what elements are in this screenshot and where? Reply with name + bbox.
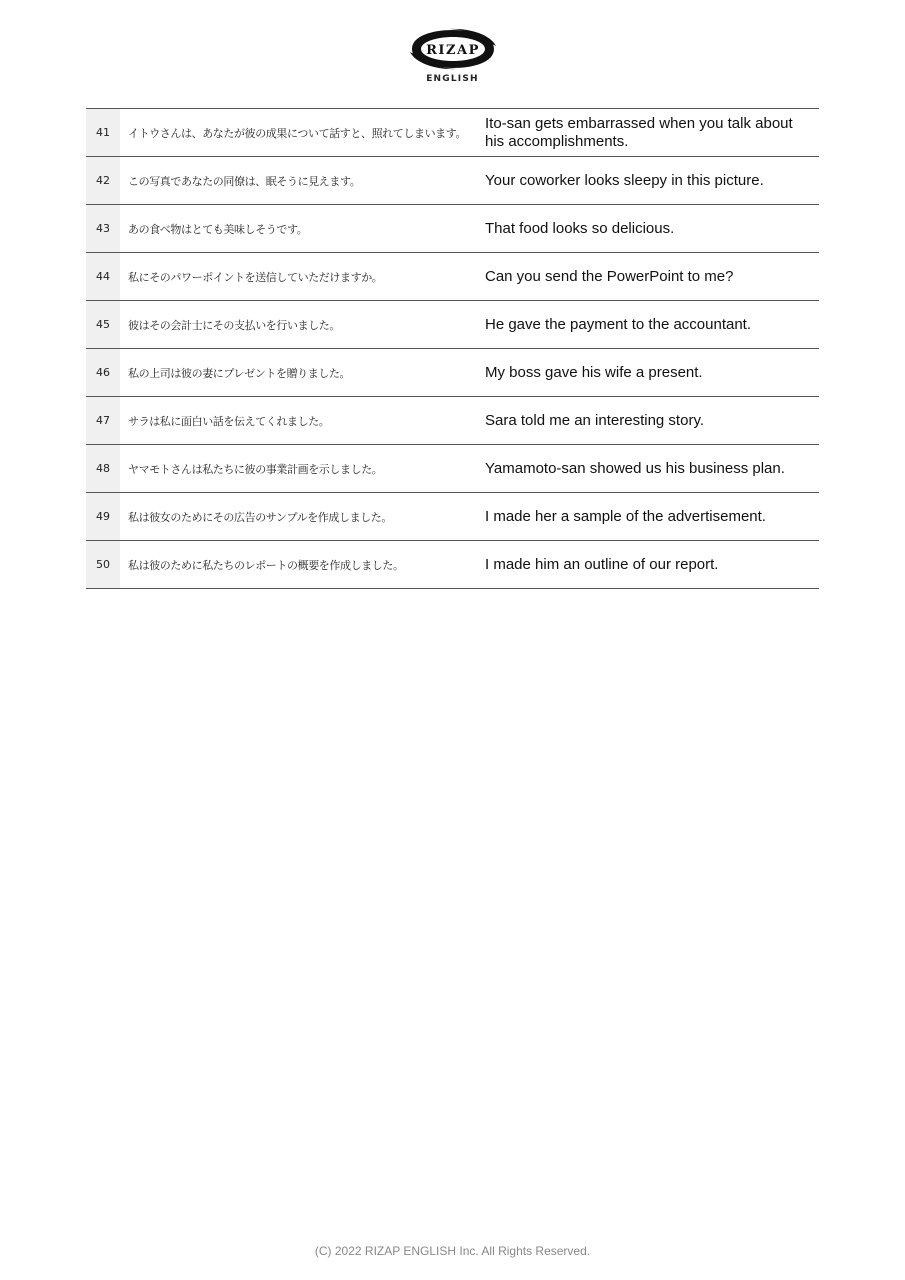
english-sentence: Ito-san gets embarrassed when you talk about his accomplishments.	[485, 114, 793, 150]
english-sentence: My boss gave his wife a present.	[485, 363, 703, 381]
english-sentence: Yamamoto-san showed us his business plan.	[485, 459, 785, 477]
japanese-sentence: サラは私に面白い話を伝えてくれました。	[128, 414, 330, 428]
logo-subtitle: ENGLISH	[426, 74, 479, 84]
table-row	[86, 397, 819, 445]
table-row	[86, 541, 819, 589]
english-sentence: I made her a sample of the advertisement.	[485, 507, 766, 525]
row-number: 41	[86, 109, 120, 156]
english-sentence: Sara told me an interesting story.	[485, 411, 704, 429]
rizap-logo	[408, 28, 498, 70]
english-sentence: Can you send the PowerPoint to me?	[485, 267, 734, 285]
english-sentence: Your coworker looks sleepy in this picture.	[485, 171, 764, 189]
table-row	[86, 109, 819, 157]
row-number: 45	[86, 301, 120, 348]
table-row	[86, 157, 819, 205]
table-row	[86, 349, 819, 397]
table-row	[86, 493, 819, 541]
row-number: 49	[86, 493, 120, 540]
row-number: 47	[86, 397, 120, 444]
row-number: 48	[86, 445, 120, 492]
english-sentence: I made him an outline of our report.	[485, 555, 719, 573]
table-row	[86, 253, 819, 301]
japanese-sentence: 私は彼女のためにその広告のサンプルを作成しました。	[128, 510, 393, 524]
japanese-sentence: あの食べ物はとても美味しそうです。	[128, 222, 308, 236]
table-row	[86, 445, 819, 493]
japanese-sentence: 私の上司は彼の妻にプレゼントを贈りました。	[128, 366, 351, 380]
table-row	[86, 205, 819, 253]
table-row	[86, 301, 819, 349]
english-sentence: He gave the payment to the accountant.	[485, 315, 752, 333]
japanese-sentence: 私にそのパワーポイントを送信していただけますか。	[128, 270, 383, 284]
page-header	[0, 28, 905, 90]
phrase-table	[86, 108, 819, 589]
row-number: 46	[86, 349, 120, 396]
row-number: 42	[86, 157, 120, 204]
row-number: 44	[86, 253, 120, 300]
copyright-footer: (C) 2022 RIZAP ENGLISH Inc. All Rights Reserved.	[314, 1244, 591, 1258]
japanese-sentence: 私は彼のために私たちのレポートの概要を作成しました。	[128, 558, 404, 572]
japanese-sentence: 彼はその会計士にその支払いを行いました。	[128, 318, 340, 332]
row-number: 50	[86, 541, 120, 588]
japanese-sentence: ヤマモトさんは私たちに彼の事業計画を示しました。	[128, 462, 383, 476]
row-number: 43	[86, 205, 120, 252]
japanese-sentence: イトウさんは、あなたが彼の成果について話すと、照れてしまいます。	[128, 126, 467, 140]
japanese-sentence: この写真であなたの同僚は、眠そうに見えます。	[128, 174, 361, 188]
logo-text: RIZAP	[426, 43, 480, 58]
english-sentence: That food looks so delicious.	[485, 219, 675, 237]
